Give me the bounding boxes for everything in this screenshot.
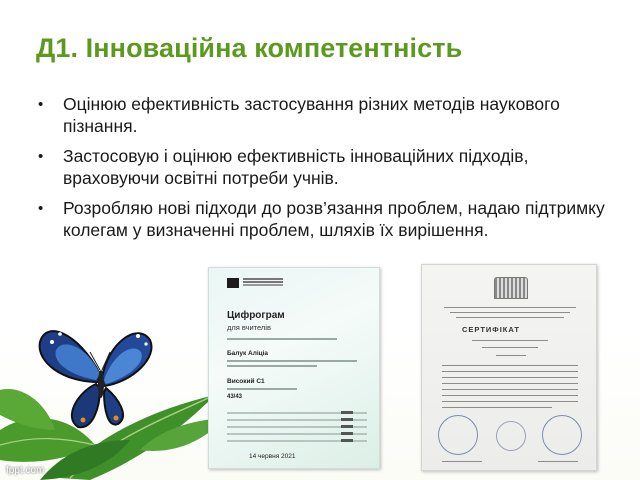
table-row <box>227 433 367 435</box>
bullet-text: Оцінюю ефективність застосування різних методів наукового пізнання. <box>63 94 560 136</box>
table-row <box>227 419 367 421</box>
stamp-icon <box>542 415 582 455</box>
wing-spot <box>136 334 140 338</box>
text-line <box>227 360 357 362</box>
butterfly-leaves-image <box>0 290 230 480</box>
logo-caption <box>243 278 283 280</box>
text-line <box>496 355 526 356</box>
table-row <box>227 440 367 442</box>
wing-spot <box>50 340 54 344</box>
text-line <box>456 317 564 318</box>
certificate-level: Високий С1 <box>227 378 265 385</box>
text-line <box>442 389 578 390</box>
text-line <box>442 365 578 366</box>
wing-spot <box>81 418 86 423</box>
bullet-list <box>36 94 606 250</box>
text-line <box>442 377 578 378</box>
certificate-date: 14 червня 2021 <box>249 453 296 460</box>
stamp-icon <box>438 415 478 455</box>
text-line <box>442 407 552 408</box>
slide-title: Д1. Інноваційна компетентність <box>36 33 463 63</box>
bullet-item <box>36 146 606 189</box>
text-line <box>442 401 578 402</box>
text-line <box>482 347 538 348</box>
bullet-icon: • <box>38 96 44 113</box>
text-line <box>442 395 578 396</box>
certificate-score: 43/43 <box>227 394 243 400</box>
bullet-item <box>36 94 606 137</box>
text-line <box>227 365 317 367</box>
certificate-name: Балук Аліціа <box>227 350 269 357</box>
signature-line <box>442 461 482 462</box>
wing-spot <box>58 332 62 336</box>
text-line <box>450 312 570 313</box>
text-line <box>442 383 578 384</box>
certificate-title: Цифрограм <box>227 310 285 321</box>
text-line <box>442 371 578 372</box>
table-row <box>227 412 367 414</box>
fppt-watermark: fppt.com <box>6 465 45 476</box>
training-certificate-image <box>421 264 597 471</box>
signature-line <box>538 461 578 462</box>
certificate-caption: СЕРТИФІКАТ <box>462 325 520 334</box>
university-emblem-icon <box>494 277 528 299</box>
text-line <box>227 338 337 340</box>
bullet-text: Розробляю нові підходи до розв’язання проблем, надаю підтримку колегам у визначенні проблем, шляхів їх вирішення. <box>63 198 605 240</box>
digital-literacy-certificate-image <box>208 267 380 469</box>
bullet-text: Застосовую і оцінюю ефективність інноваційних підходів, враховуючи освітні потреби учнів. <box>63 146 529 188</box>
bullet-item <box>36 198 606 241</box>
wing-spot <box>114 416 119 421</box>
butterfly <box>40 331 152 427</box>
wing-spot <box>144 342 147 345</box>
text-line <box>444 307 576 308</box>
bullet-icon: • <box>38 148 44 165</box>
butterfly-body <box>98 370 104 398</box>
butterfly-wing <box>104 388 123 425</box>
text-line <box>227 388 297 390</box>
text-line <box>472 340 548 341</box>
butterfly-wing <box>72 384 100 427</box>
certificate-subtitle: для вчителів <box>227 323 271 332</box>
bullet-icon: • <box>38 200 44 217</box>
stamp-icon <box>496 421 526 451</box>
table-row <box>227 426 367 428</box>
leaf-shape <box>0 389 55 430</box>
logo-icon <box>227 278 239 288</box>
